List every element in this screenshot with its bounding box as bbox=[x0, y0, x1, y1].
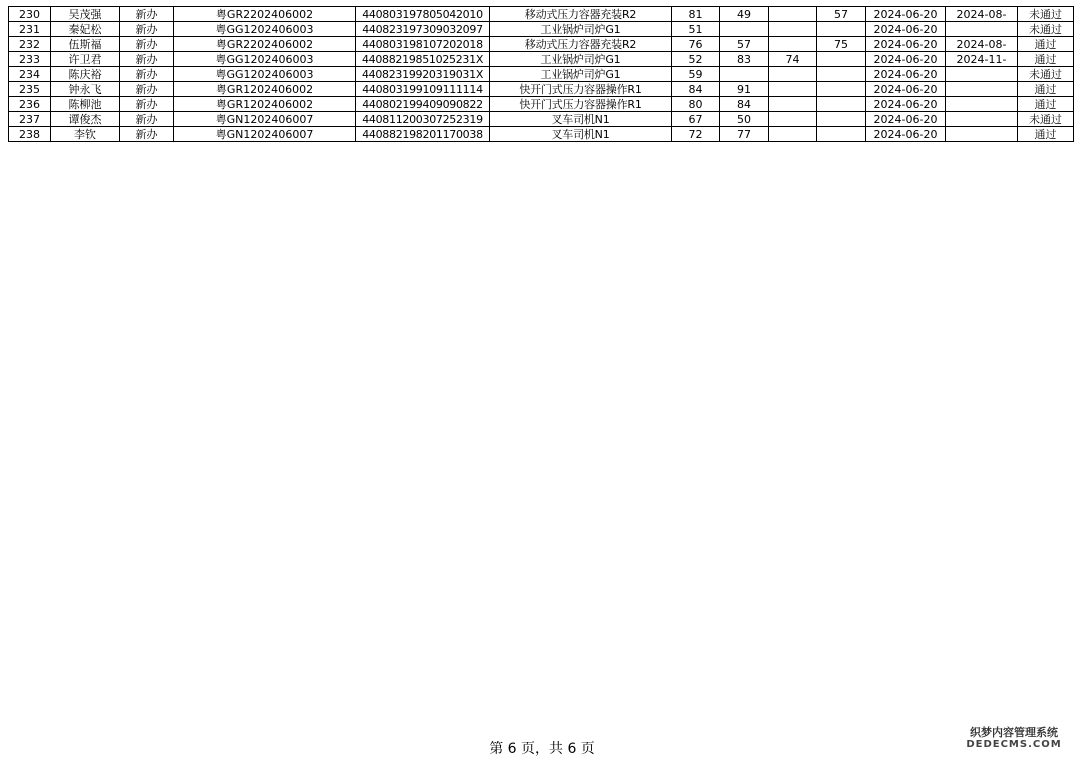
cell-cert-date: 2024-08- bbox=[946, 7, 1018, 22]
cell-exam-plan: 粤GR1202406002 bbox=[174, 97, 356, 112]
cell-score-2: 49 bbox=[720, 7, 769, 22]
cell-exam-plan: 粤GR1202406002 bbox=[174, 82, 356, 97]
cell-score-1: 80 bbox=[672, 97, 720, 112]
table-row bbox=[9, 22, 1074, 37]
cell-cert-date bbox=[946, 82, 1018, 97]
cell-exam-date: 2024-06-20 bbox=[866, 112, 946, 127]
table-row bbox=[9, 127, 1074, 142]
table-row bbox=[9, 97, 1074, 112]
cell-score-1: 51 bbox=[672, 22, 720, 37]
cell-score-4 bbox=[817, 127, 866, 142]
cell-score-2: 77 bbox=[720, 127, 769, 142]
cell-project: 叉车司机N1 bbox=[490, 127, 672, 142]
cell-score-1: 76 bbox=[672, 37, 720, 52]
cell-project: 工业锅炉司炉G1 bbox=[490, 52, 672, 67]
cell-seq: 238 bbox=[9, 127, 51, 142]
cell-project: 快开门式压力容器操作R1 bbox=[490, 82, 672, 97]
cell-score-4 bbox=[817, 97, 866, 112]
cell-cert-date: 2024-08- bbox=[946, 37, 1018, 52]
cell-seq: 232 bbox=[9, 37, 51, 52]
cell-score-2: 50 bbox=[720, 112, 769, 127]
cell-project: 工业锅炉司炉G1 bbox=[490, 67, 672, 82]
cell-name: 陈庆裕 bbox=[51, 67, 120, 82]
cell-score-3 bbox=[769, 67, 817, 82]
cell-result: 通过 bbox=[1018, 82, 1074, 97]
cell-score-3 bbox=[769, 97, 817, 112]
cell-score-3 bbox=[769, 37, 817, 52]
cell-id-number: 44082319920319031X bbox=[356, 67, 490, 82]
cell-seq: 237 bbox=[9, 112, 51, 127]
cell-score-4: 57 bbox=[817, 7, 866, 22]
cell-project: 叉车司机N1 bbox=[490, 112, 672, 127]
cell-project: 移动式压力容器充装R2 bbox=[490, 37, 672, 52]
cell-score-3 bbox=[769, 22, 817, 37]
cell-score-4 bbox=[817, 22, 866, 37]
table-row bbox=[9, 7, 1074, 22]
cell-name: 伍斯福 bbox=[51, 37, 120, 52]
cell-type: 新办 bbox=[120, 127, 174, 142]
cell-exam-date: 2024-06-20 bbox=[866, 37, 946, 52]
cell-project: 工业锅炉司炉G1 bbox=[490, 22, 672, 37]
cell-project: 移动式压力容器充装R2 bbox=[490, 7, 672, 22]
cell-exam-plan: 粤GR2202406002 bbox=[174, 37, 356, 52]
cell-cert-date bbox=[946, 127, 1018, 142]
cell-exam-date: 2024-06-20 bbox=[866, 7, 946, 22]
cell-cert-date: 2024-11- bbox=[946, 52, 1018, 67]
cell-result: 通过 bbox=[1018, 97, 1074, 112]
cell-id-number: 440823197309032097 bbox=[356, 22, 490, 37]
cell-score-3 bbox=[769, 112, 817, 127]
cell-result: 通过 bbox=[1018, 37, 1074, 52]
cell-score-1: 81 bbox=[672, 7, 720, 22]
table-row bbox=[9, 67, 1074, 82]
cell-exam-plan: 粤GR2202406002 bbox=[174, 7, 356, 22]
cell-score-2: 57 bbox=[720, 37, 769, 52]
cell-score-3 bbox=[769, 127, 817, 142]
cell-result: 未通过 bbox=[1018, 7, 1074, 22]
cell-exam-plan: 粤GG1202406003 bbox=[174, 67, 356, 82]
cell-score-2: 84 bbox=[720, 97, 769, 112]
cell-score-3: 74 bbox=[769, 52, 817, 67]
cell-cert-date bbox=[946, 22, 1018, 37]
cell-name: 陈柳池 bbox=[51, 97, 120, 112]
cell-score-1: 67 bbox=[672, 112, 720, 127]
cell-type: 新办 bbox=[120, 52, 174, 67]
cell-result: 未通过 bbox=[1018, 22, 1074, 37]
cell-seq: 235 bbox=[9, 82, 51, 97]
cell-exam-plan: 粤GG1202406003 bbox=[174, 22, 356, 37]
table-row bbox=[9, 52, 1074, 67]
cell-type: 新办 bbox=[120, 112, 174, 127]
cell-score-3 bbox=[769, 82, 817, 97]
cell-exam-date: 2024-06-20 bbox=[866, 67, 946, 82]
cell-name: 秦妃松 bbox=[51, 22, 120, 37]
cell-seq: 236 bbox=[9, 97, 51, 112]
cell-name: 钟永飞 bbox=[51, 82, 120, 97]
cell-id-number: 440811200307252319 bbox=[356, 112, 490, 127]
cell-exam-date: 2024-06-20 bbox=[866, 97, 946, 112]
cell-exam-date: 2024-06-20 bbox=[866, 52, 946, 67]
table-row bbox=[9, 37, 1074, 52]
cell-seq: 234 bbox=[9, 67, 51, 82]
cell-id-number: 440803197805042010 bbox=[356, 7, 490, 22]
cell-exam-date: 2024-06-20 bbox=[866, 127, 946, 142]
cell-score-2: 91 bbox=[720, 82, 769, 97]
cell-id-number: 440803198107202018 bbox=[356, 37, 490, 52]
cell-score-4 bbox=[817, 112, 866, 127]
cell-score-1: 72 bbox=[672, 127, 720, 142]
cell-type: 新办 bbox=[120, 22, 174, 37]
cell-score-4 bbox=[817, 82, 866, 97]
watermark-title: 织梦内容管理系统 bbox=[970, 726, 1058, 739]
cell-score-3 bbox=[769, 7, 817, 22]
cell-seq: 231 bbox=[9, 22, 51, 37]
cell-seq: 230 bbox=[9, 7, 51, 22]
cell-exam-date: 2024-06-20 bbox=[866, 82, 946, 97]
cell-project: 快开门式压力容器操作R1 bbox=[490, 97, 672, 112]
cell-score-2 bbox=[720, 67, 769, 82]
cell-result: 通过 bbox=[1018, 52, 1074, 67]
cell-exam-plan: 粤GG1202406003 bbox=[174, 52, 356, 67]
cell-result: 未通过 bbox=[1018, 67, 1074, 82]
cell-score-1: 84 bbox=[672, 82, 720, 97]
cell-name: 许卫君 bbox=[51, 52, 120, 67]
cell-type: 新办 bbox=[120, 67, 174, 82]
cell-type: 新办 bbox=[120, 97, 174, 112]
roster-body bbox=[9, 7, 1074, 142]
page-footer: 第 6 页，共 6 页 bbox=[489, 741, 595, 757]
roster-table bbox=[8, 6, 1074, 142]
cell-id-number: 440882198201170038 bbox=[356, 127, 490, 142]
cell-exam-plan: 粤GN1202406007 bbox=[174, 127, 356, 142]
cell-cert-date bbox=[946, 97, 1018, 112]
cell-name: 谭俊杰 bbox=[51, 112, 120, 127]
cell-id-number: 440802199409090822 bbox=[356, 97, 490, 112]
watermark-logo bbox=[962, 727, 1066, 751]
cell-result: 通过 bbox=[1018, 127, 1074, 142]
cell-id-number: 440803199109111114 bbox=[356, 82, 490, 97]
cell-seq: 233 bbox=[9, 52, 51, 67]
cell-cert-date bbox=[946, 112, 1018, 127]
cell-score-1: 52 bbox=[672, 52, 720, 67]
cell-score-4 bbox=[817, 67, 866, 82]
table-row bbox=[9, 112, 1074, 127]
table-row bbox=[9, 82, 1074, 97]
cell-score-1: 59 bbox=[672, 67, 720, 82]
watermark-domain: DEDECMS.COM bbox=[966, 739, 1062, 750]
cell-type: 新办 bbox=[120, 82, 174, 97]
cell-score-2 bbox=[720, 22, 769, 37]
cell-cert-date bbox=[946, 67, 1018, 82]
cell-name: 吴茂强 bbox=[51, 7, 120, 22]
cell-exam-date: 2024-06-20 bbox=[866, 22, 946, 37]
cell-id-number: 44088219851025231X bbox=[356, 52, 490, 67]
cell-score-4: 75 bbox=[817, 37, 866, 52]
cell-type: 新办 bbox=[120, 37, 174, 52]
cell-exam-plan: 粤GN1202406007 bbox=[174, 112, 356, 127]
cell-name: 李钦 bbox=[51, 127, 120, 142]
cell-score-4 bbox=[817, 52, 866, 67]
cell-result: 未通过 bbox=[1018, 112, 1074, 127]
cell-type: 新办 bbox=[120, 7, 174, 22]
cell-score-2: 83 bbox=[720, 52, 769, 67]
